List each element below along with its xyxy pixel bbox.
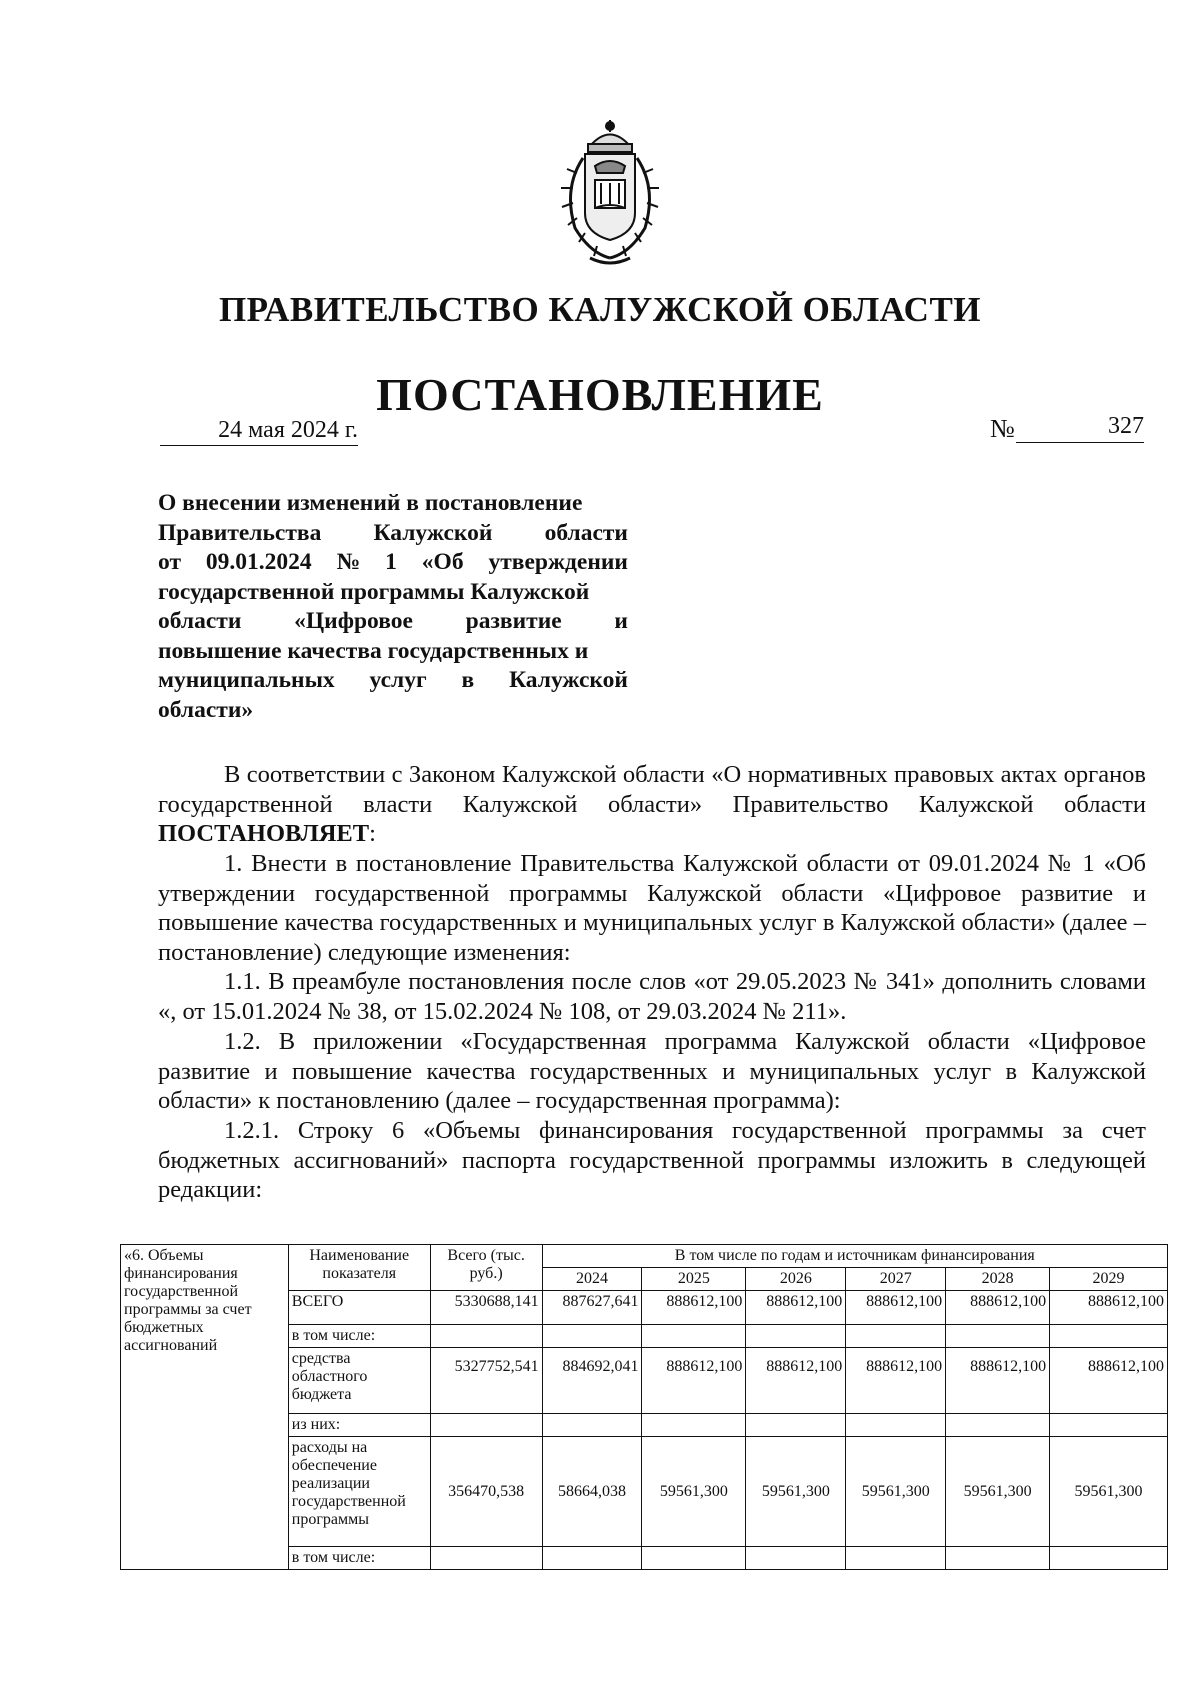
header-total: Всего (тыс. руб.) bbox=[430, 1245, 542, 1291]
intro-text: В соответствии с Законом Калужской области «О нормативных правовых актах органов государственной власти Калужской области» Правительство Калужской области bbox=[158, 761, 1146, 818]
header-year: 2025 bbox=[642, 1268, 746, 1291]
paragraph-1-2-1: 1.2.1. Строку 6 «Объемы финансирования государственной программы за счет бюджетных ассигнований» паспорта государственной программы изложить в следующей редакции: bbox=[158, 1117, 1146, 1203]
resolves-word: ПОСТАНОВЛЯЕТ bbox=[158, 820, 370, 847]
subject-line: О внесении изменений в постановление bbox=[158, 490, 583, 516]
kaluga-coat-of-arms-icon bbox=[555, 118, 665, 268]
table-row: в том числе: bbox=[121, 1547, 1168, 1570]
header-name: Наименование показателя bbox=[288, 1245, 430, 1291]
paragraph-1-2: 1.2. В приложении «Государственная программа Калужской области «Цифровое развитие и повышение качества государственных и муниципальных услуг в Калужской области» к постановлению (далее – государственная программа): bbox=[158, 1028, 1146, 1114]
subject-line: государственной программы Калужской bbox=[158, 578, 590, 605]
document-date: 24 мая 2024 г. bbox=[160, 417, 358, 446]
row-label-cell: «6. Объемы финансирования государственной программы за счет бюджетных ассигнований bbox=[121, 1245, 289, 1570]
table-row: в том числе: bbox=[121, 1325, 1168, 1348]
table-row: ВСЕГО 5330688,141 887627,641 888612,100 888612,100 888612,100 888612,100 888612,100 bbox=[121, 1291, 1168, 1325]
paragraph-1: 1. Внести в постановление Правительства Калужской области от 09.01.2024 № 1 «Об утверждении государственной программы Калужской области «Цифровое развитие и повышение качества государственных и муниципальных услуг в Калужской области» (далее – постановление) следующие изменения: bbox=[158, 850, 1146, 966]
subject-line: области «Цифровое развитие и bbox=[158, 608, 628, 634]
subject-line: области» bbox=[158, 696, 254, 723]
table-row: из них: bbox=[121, 1414, 1168, 1437]
table-row: средства областного бюджета 5327752,541 884692,041 888612,100 888612,100 888612,100 888612,100 888612,100 bbox=[121, 1348, 1168, 1414]
header-years-group: В том числе по годам и источникам финансирования bbox=[542, 1245, 1167, 1268]
header-year: 2029 bbox=[1050, 1268, 1168, 1291]
subject-line: Правительства Калужской области bbox=[158, 519, 628, 546]
paragraph-1-1: 1.1. В преамбуле постановления после слов «от 29.05.2023 № 341» дополнить словами «, от 15.01.2024 № 38, от 15.02.2024 № 108, от 29.03.2024 № 211». bbox=[158, 968, 1146, 1025]
header-year: 2027 bbox=[846, 1268, 946, 1291]
document-number: 327 bbox=[1016, 413, 1144, 443]
financing-table bbox=[120, 1244, 1168, 1570]
document-subject bbox=[158, 489, 628, 725]
subject-line: от 09.01.2024 № 1 «Об утверждении bbox=[158, 549, 628, 575]
document-type: ПОСТАНОВЛЕНИЕ bbox=[376, 369, 824, 420]
org-title: ПРАВИТЕЛЬСТВО КАЛУЖСКОЙ ОБЛАСТИ bbox=[218, 290, 982, 329]
header-year: 2026 bbox=[746, 1268, 846, 1291]
subject-line: муниципальных услуг в Калужской bbox=[158, 667, 628, 693]
header-year: 2024 bbox=[542, 1268, 642, 1291]
intro-paragraph: В соответствии с Законом Калужской области «О нормативных правовых актах органов государственной власти Калужской области» Правительство Калужской области ПОСТАНОВЛЯЕТ: bbox=[158, 761, 1146, 847]
subject-line: повышение качества государственных и bbox=[158, 637, 589, 664]
number-label: № bbox=[990, 414, 1015, 443]
table-row: расходы на обеспечение реализации государственной программы 356470,538 58664,038 59561,300 59561,300 59561,300 59561,300 59561,300 bbox=[121, 1437, 1168, 1547]
header-year: 2028 bbox=[946, 1268, 1050, 1291]
